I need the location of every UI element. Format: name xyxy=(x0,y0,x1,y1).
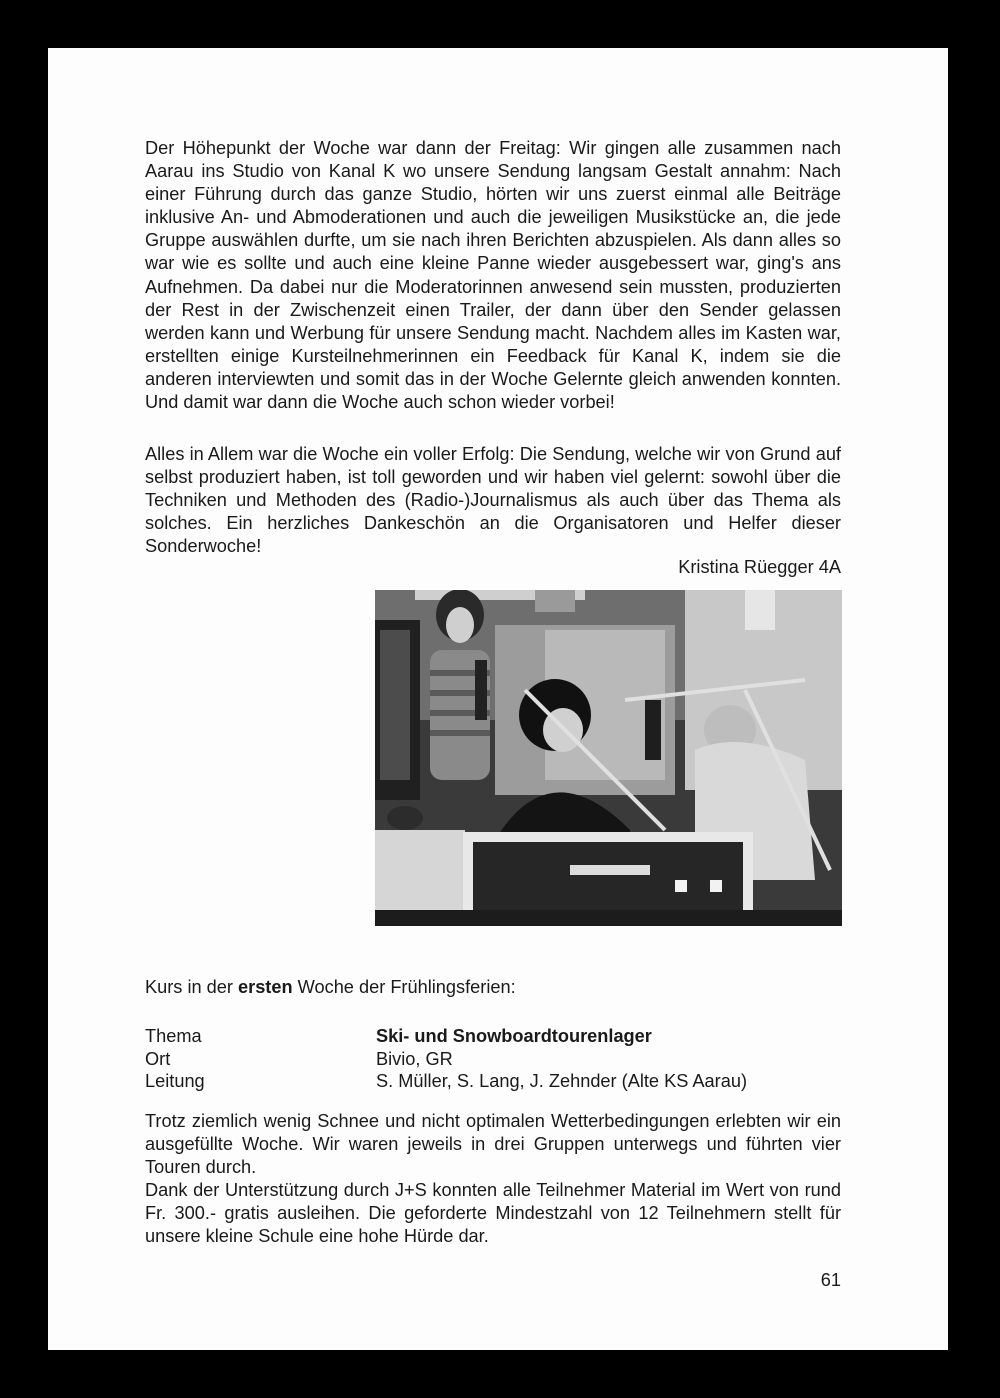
course-label-ort: Ort xyxy=(145,1049,171,1069)
article-author: Kristina Rüegger 4A xyxy=(678,557,841,577)
course-intro-bold: ersten xyxy=(238,977,293,997)
radio-studio-photo xyxy=(375,590,842,926)
course-intro xyxy=(145,976,516,999)
course-value-leitung: S. Müller, S. Lang, J. Zehnder (Alte KS Aarau) xyxy=(376,1071,748,1091)
course-intro-suffix: Woche der Frühlingsferien: xyxy=(292,977,516,997)
document-page xyxy=(48,48,948,1350)
course-paragraph: Trotz ziemlich wenig Schnee und nicht optimalen Wetterbedingungen erlebten wir ein ausgefüllte Woche. Wir waren jeweils in drei Gruppen unterwegs und führten vier Touren durch. Dank der Unterstützung durch J+S konnten alle Teilnehmer Material im Wert von rund Fr. 300.- gratis ausleihen. Die geforderte Mindestzahl von 12 Teilnehmern stellt für unsere kleine Schule eine hohe Hürde dar. xyxy=(145,1111,841,1247)
course-value-thema: Ski- und Snowboardtourenlager xyxy=(376,1026,652,1046)
course-label-leitung: Leitung xyxy=(145,1071,205,1091)
page-number: 61 xyxy=(820,1270,841,1290)
course-intro-prefix: Kurs in der xyxy=(145,977,238,997)
article-paragraph-1: Der Höhepunkt der Woche war dann der Freitag: Wir gingen alle zusammen nach Aarau ins Studio von Kanal K wo unsere Sendung langsam Gestalt annahm: Nach einer Führung durch das ganze Studio, hörten wir uns zuerst einmal alle Beiträge inklusive An- und Abmoderationen und auch die jeweiligen Musikstücke an, die jede Gruppe auswählen durfte, um sie nach ihren Berichten abzuspielen. Als dann alles so war wie es sollte und auch eine kleine Panne wieder ausgebessert war, ging's ans Aufnehmen. Da dabei nur die Moderatorinnen anwesend sein mussten, produzierten der Rest in der Zwischenzeit einen Trailer, der dann über den Sender gelassen werden kann und Werbung für unsere Sendung macht. Nachdem alles im Kasten war, erstellten einige Kursteilnehmerinnen ein Feedback für Kanal K, indem sie die anderen interviewten und somit das in der Woche Gelernte gleich anwenden konnten. Und damit war dann die Woche auch schon wieder vorbei! xyxy=(145,138,841,413)
course-value-ort: Bivio, GR xyxy=(376,1049,453,1069)
course-label-thema: Thema xyxy=(145,1026,202,1046)
article-paragraph-2: Alles in Allem war die Woche ein voller Erfolg: Die Sendung, welche wir von Grund auf selbst produziert haben, ist toll geworden und wir haben viel gelernt: sowohl über die Techniken und Methoden des (Radio-)Journalismus als auch über das Thema als solches. Ein herzliches Dankeschön an die Organisatoren und Helfer dieser Sonderwoche! xyxy=(145,444,841,557)
